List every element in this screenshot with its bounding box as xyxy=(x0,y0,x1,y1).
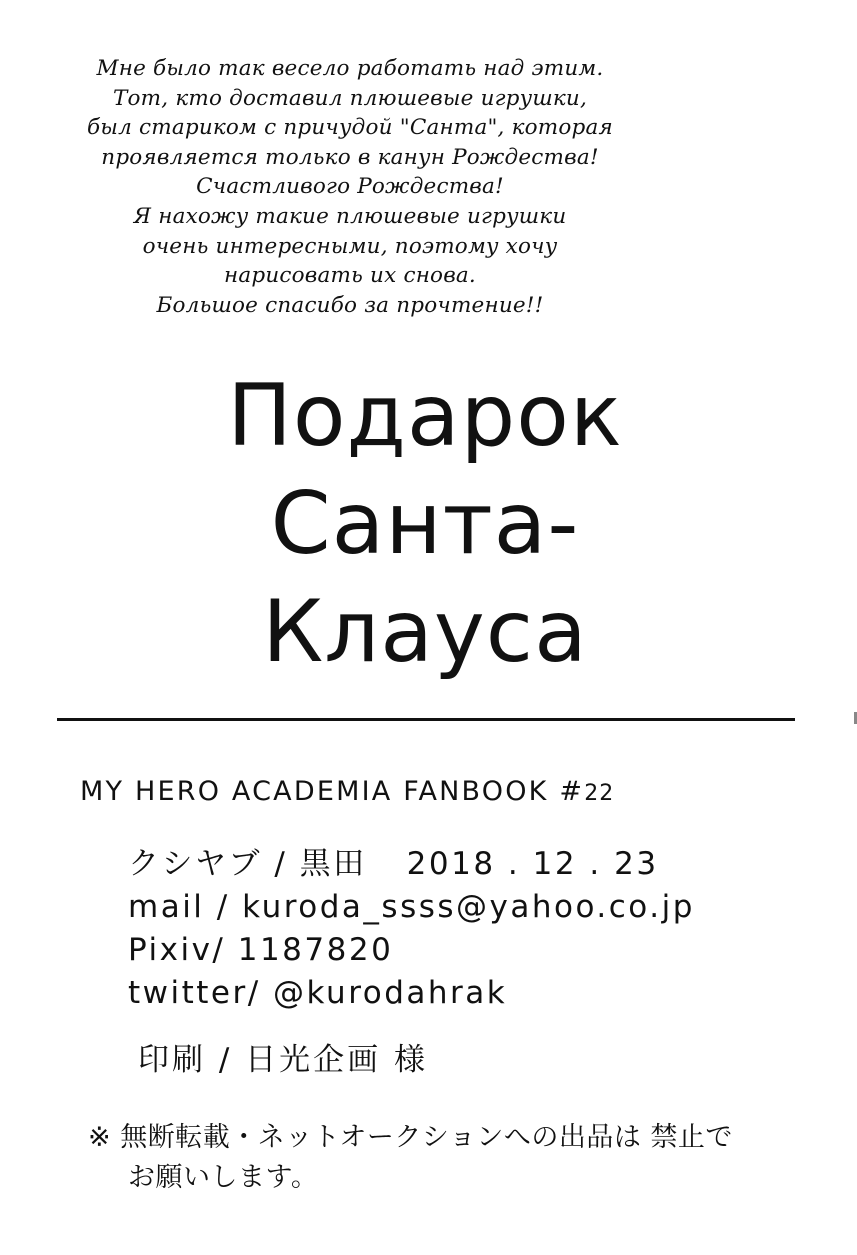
divider xyxy=(57,718,795,721)
pixiv-row: Pixiv/ 1187820 xyxy=(128,932,394,968)
fanbook-series-text: MY HERO ACADEMIA FANBOOK # xyxy=(80,776,585,807)
mail-row: mail / kuroda_ssss@yahoo.co.jp xyxy=(128,889,695,925)
twitter-row: twitter/ @kurodahrak xyxy=(128,975,508,1011)
fanbook-series-label xyxy=(80,776,614,807)
circle-row xyxy=(128,843,695,886)
fanbook-number: 22 xyxy=(584,781,615,806)
colophon xyxy=(128,843,695,1015)
afterword-line: Я нахожу такие плюшевые игрушки xyxy=(133,203,567,229)
circle-name: クシヤブ / 黒田 xyxy=(128,846,367,882)
book-title-heading xyxy=(180,362,670,686)
afterword-line: Счастливого Рождества! xyxy=(196,174,504,200)
title-line: Санта- xyxy=(270,474,580,574)
reprint-notice xyxy=(88,1118,733,1198)
afterword-line: Тот, кто доставил плюшевые игрушки, xyxy=(112,85,588,111)
afterword-line: нарисовать их снова. xyxy=(224,263,476,289)
title-line: Подарок xyxy=(227,366,623,466)
afterword-text xyxy=(0,54,700,320)
afterword-line: очень интересными, поэтому хочу xyxy=(142,233,558,259)
title-line: Клауса xyxy=(262,582,588,682)
afterword-line: Большое спасибо за прочтение!! xyxy=(156,292,544,318)
afterword-line: был стариком с причудой "Санта", которая xyxy=(87,115,613,141)
afterword-line: Мне было так весело работать над этим. xyxy=(96,56,604,81)
publish-date: 2018 . 12 . 23 xyxy=(406,846,659,882)
afterword-line: проявляется только в канун Рождества! xyxy=(101,144,599,170)
printer-credit: 印刷 / 日光企画 様 xyxy=(138,1042,429,1078)
notice-line: お願いします。 xyxy=(128,1162,319,1193)
notice-line: ※ 無断転載・ネットオークションへの出品は 禁止で xyxy=(88,1122,733,1153)
